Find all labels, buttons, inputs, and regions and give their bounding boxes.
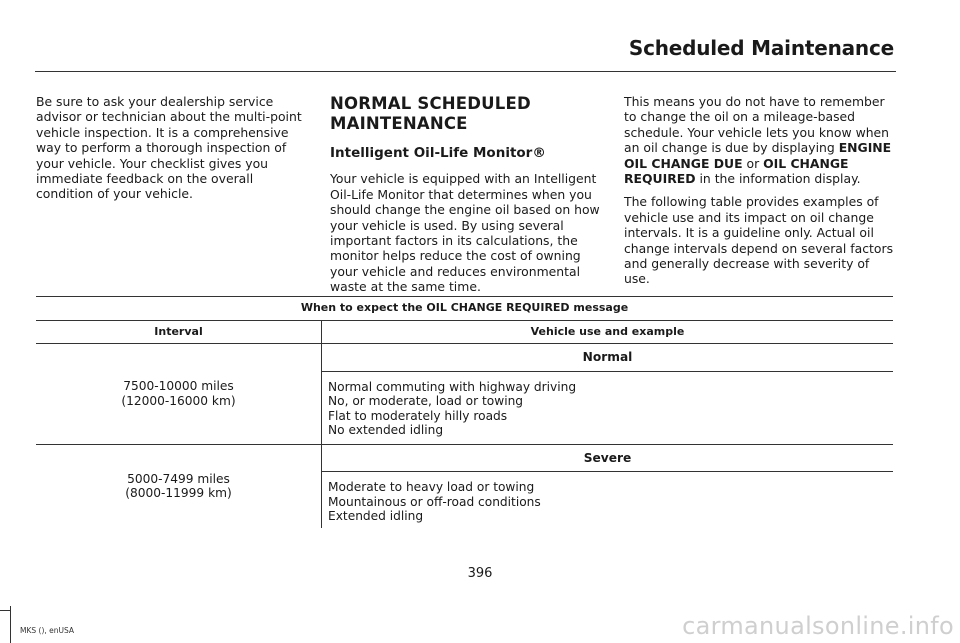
table-caption-row: [36, 297, 893, 321]
example-item: Mountainous or off-road conditions: [328, 494, 541, 509]
message-oil-change-required: OIL CHANGE REQUIRED: [624, 155, 849, 187]
column-3: [624, 94, 896, 295]
column-header-interval: Interval: [36, 320, 322, 344]
page-number: 396: [467, 566, 493, 581]
example-item: No extended idling: [328, 423, 444, 437]
example-item: Extended idling: [328, 509, 424, 523]
text-run: in the information display.: [695, 171, 861, 187]
column-1: [36, 94, 306, 210]
watermark: carmanualsonline.info: [682, 612, 954, 640]
example-item: No, or moderate, load or towing: [328, 394, 524, 408]
document-code: MKS (), enUSA: [20, 626, 75, 635]
category-cell: Severe: [322, 444, 894, 472]
crop-mark: [10, 606, 11, 643]
table-intro-paragraph: The following table provides examples of vehicle use and its impact on oil change intervals. It is a guideline only. Actual oil change intervals depend on several factors and generally decrease with severity of use.: [624, 194, 894, 287]
interval-km: (12000-16000 km): [121, 393, 236, 408]
table-caption: When to expect the OIL CHANGE REQUIRED message: [36, 297, 893, 321]
page-header-title: Scheduled Maintenance: [628, 36, 894, 60]
oil-change-table: [36, 296, 893, 528]
interval-miles: 5000-7499 miles: [127, 471, 230, 486]
column-2: [330, 94, 600, 303]
text-run: or: [742, 155, 764, 171]
examples-cell: [322, 371, 894, 444]
interval-km: (8000-11999 km): [125, 486, 232, 500]
interval-cell: [36, 344, 322, 445]
section-heading: NORMAL SCHEDULED MAINTENANCE: [330, 94, 531, 133]
oil-message-paragraph: [624, 94, 896, 186]
interval-miles: 7500-10000 miles: [123, 379, 234, 394]
example-item: Normal commuting with highway driving: [328, 379, 577, 394]
section-subheading: Intelligent Oil-Life Monitor®: [330, 145, 546, 161]
table-row: [36, 444, 893, 472]
crop-mark: [0, 610, 10, 611]
inspection-paragraph: Be sure to ask your dealership service advisor or technician about the multi-point vehicle inspection. It is a comprehensive way to perform a thorough inspection of your vehicle. Your checklist gives you immediate feedback on the overall condition of your vehicle.: [36, 94, 302, 202]
examples-cell: [322, 472, 894, 528]
table-header-row: [36, 320, 893, 344]
interval-cell: [36, 444, 322, 528]
header-divider: [35, 71, 896, 72]
example-item: Flat to moderately hilly roads: [328, 408, 508, 423]
column-header-usage: Vehicle use and example: [322, 320, 894, 344]
table-row: [36, 344, 893, 372]
message-engine-oil-change-due: ENGINE OIL CHANGE DUE: [624, 140, 892, 171]
example-item: Moderate to heavy load or towing: [328, 480, 535, 494]
text-run: This means you do not have to remember to change the oil on a mileage-based schedule. Your vehicle lets you know when an oil change is due by displaying: [624, 94, 890, 156]
monitor-paragraph: Your vehicle is equipped with an Intelligent Oil-Life Monitor that determines when you should change the engine oil based on how your vehicle is used. By using several important factors in its calculations, the monitor helps reduce the cost of owning your vehicle and reduces environmental waste at the same time.: [330, 171, 600, 295]
category-cell: Normal: [322, 344, 894, 372]
